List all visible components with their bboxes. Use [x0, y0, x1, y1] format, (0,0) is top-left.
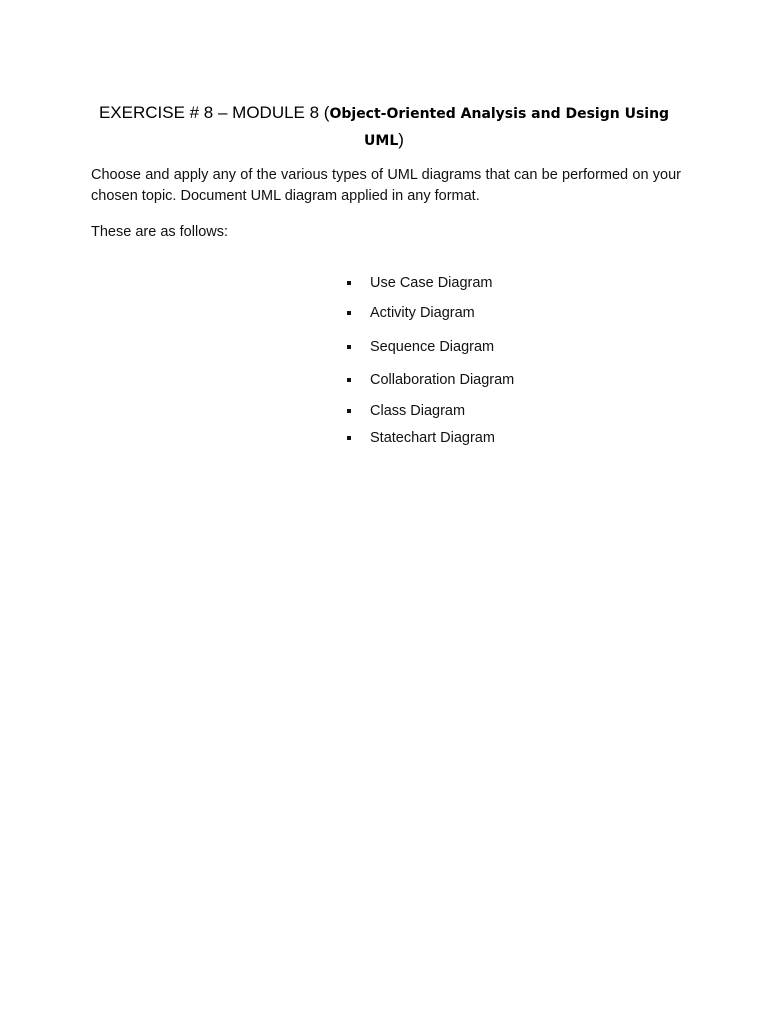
bullet-square-icon — [347, 311, 351, 315]
list-item-label: Class Diagram — [370, 403, 466, 419]
list-item — [345, 370, 514, 390]
list-item — [345, 428, 495, 448]
list-item — [345, 337, 494, 357]
list-item-label: Use Case Diagram — [370, 275, 493, 291]
list-item-label: Activity Diagram — [370, 305, 475, 321]
list-item-label: Sequence Diagram — [370, 339, 495, 355]
list-item — [345, 273, 493, 293]
list-item-label: Collaboration Diagram — [370, 372, 515, 388]
title-main: EXERCISE # 8 – MODULE 8 ( — [98, 103, 330, 122]
page-title — [90, 100, 678, 154]
list-item-label: Statechart Diagram — [370, 430, 495, 446]
list-item — [345, 401, 465, 421]
bullet-square-icon — [347, 345, 351, 349]
list-item — [345, 303, 475, 323]
bullet-square-icon — [347, 378, 351, 382]
title-subtitle: Object-Oriented Analysis and Design Using UML — [329, 106, 670, 149]
instructions-paragraph: Choose and apply any of the various types of UML diagrams that can be performed on your chosen topic. Document UML diagram applied in any format. — [91, 167, 681, 204]
title-close: ) — [398, 130, 404, 149]
list-intro: These are as follows: — [91, 224, 229, 240]
bullet-square-icon — [347, 409, 351, 413]
bullet-square-icon — [347, 281, 351, 285]
bullet-square-icon — [347, 436, 351, 440]
